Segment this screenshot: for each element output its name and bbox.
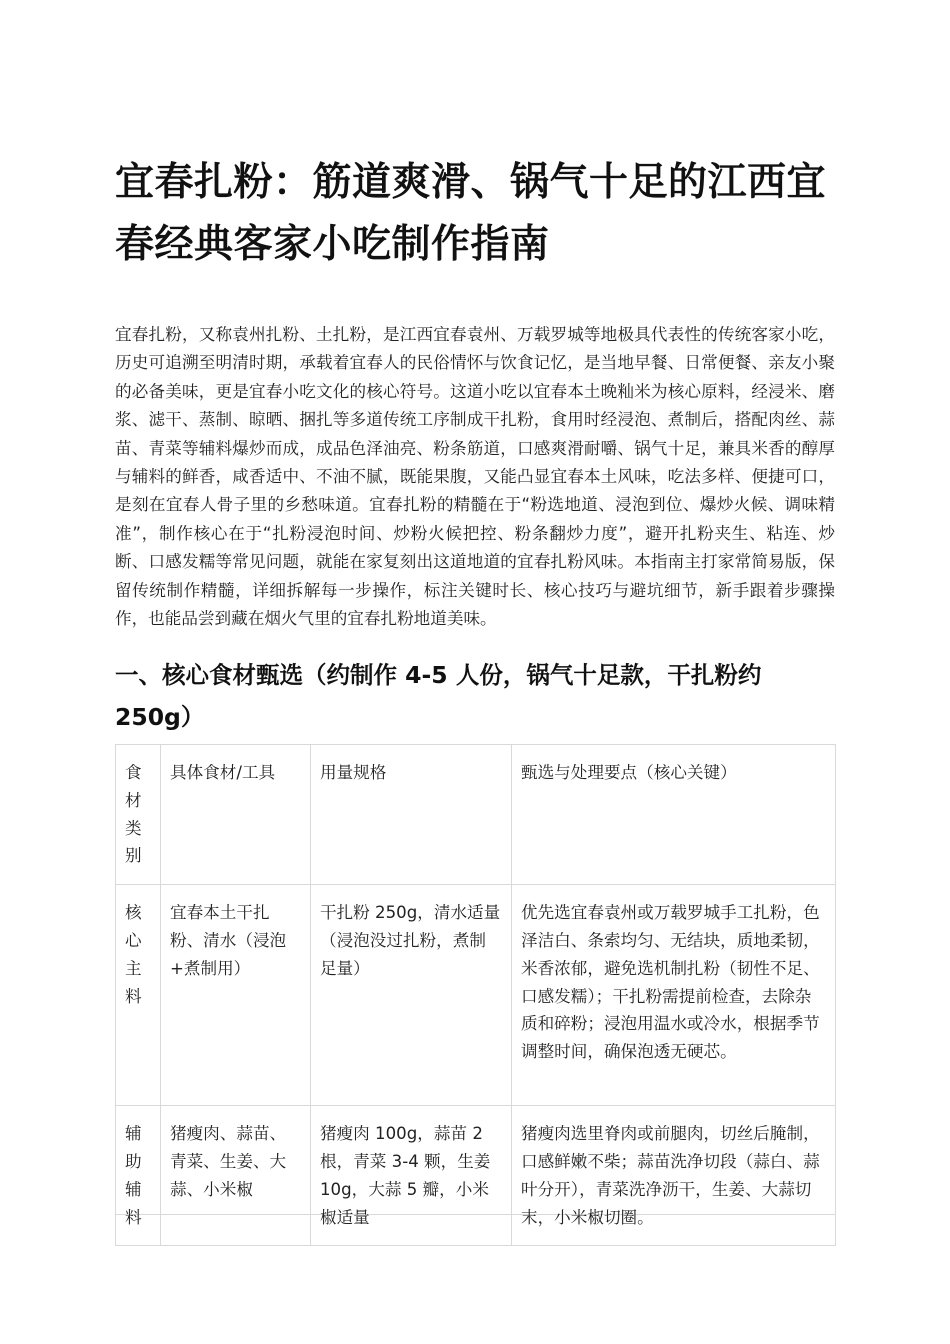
page-title: 宜春扎粉：筋道爽滑、锅气十足的江西宜春经典客家小吃制作指南 (115, 160, 827, 267)
ingredients-table (115, 744, 836, 1246)
table-row (116, 1106, 836, 1246)
table-cell-notes: 猪瘦肉选里脊肉或前腿肉，切丝后腌制，口感鲜嫩不柴；蒜苗洗净切段（蒜白、蒜叶分开），青菜洗净沥干，生姜、大蒜切末，小米椒切圈。 (512, 1106, 836, 1246)
intro-paragraph: 宜春扎粉，又称袁州扎粉、土扎粉，是江西宜春袁州、万载罗城等地极具代表性的传统客家小吃，历史可追溯至明清时期，承载着宜春人的民俗情怀与饮食记忆，是当地早餐、日常便餐、亲友小聚的必备美味，更是宜春小吃文化的核心符号。这道小吃以宜春本土晚籼米为核心原料，经浸米、磨浆、滤干、蒸制、晾晒、捆扎等多道传统工序制成干扎粉，食用时经浸泡、煮制后，搭配肉丝、蒜苗、青菜等辅料爆炒而成，成品色泽油亮、粉条筋道，口感爽滑耐嚼、锅气十足，兼具米香的醇厚与辅料的鲜香，咸香适中、不油不腻，既能果腹，又能凸显宜春本土风味，吃法多样、便捷可口，是刻在宜春人骨子里的乡愁味道。宜春扎粉的精髓在于“粉选地道、浸泡到位、爆炒火候、调味精准”，制作核心在于“扎粉浸泡时间、炒粉火候把控、粉条翻炒力度”，避开扎粉夹生、粘连、炒断、口感发糯等常见问题，就能在家复刻出这道地道的宜春扎粉风味。本指南主打家常简易版，保留传统制作精髓，详细拆解每一步操作，标注关键时长、核心技巧与避坑细节，新手跟着步骤操作，也能品尝到藏在烟火气里的宜春扎粉地道美味。 (115, 325, 835, 629)
table-cell-amount: 猪瘦肉 100g，蒜苗 2 根，青菜 3-4 颗，生姜 10g，大蒜 5 瓣，小米椒适量 (311, 1106, 512, 1246)
table-header-cell: 具体食材/工具 (161, 745, 311, 885)
table-cell-amount: 干扎粉 250g，清水适量（浸泡没过扎粉，煮制足量） (311, 885, 512, 1106)
section-heading-ingredients: 一、核心食材甄选（约制作 4-5 人份，锅气十足款，干扎粉约 250g） (115, 661, 762, 731)
ingredients-table-container (115, 744, 835, 1227)
table-cell-notes: 优先选宜春袁州或万载罗城手工扎粉，色泽洁白、条索均匀、无结块，质地柔韧，米香浓郁，避免选机制扎粉（韧性不足、口感发糯）；干扎粉需提前检查，去除杂质和碎粉；浸泡用温水或冷水，根据季节调整时间，确保泡透无硬芯。 (512, 885, 836, 1106)
table-header-cell: 用量规格 (311, 745, 512, 885)
table-header-row (116, 745, 836, 885)
table-cell-item: 宜春本土干扎粉、清水（浸泡+煮制用） (161, 885, 311, 1106)
table-header-cell: 甄选与处理要点（核心关键） (512, 745, 836, 885)
table-cell-item: 猪瘦肉、蒜苗、青菜、生姜、大蒜、小米椒 (161, 1106, 311, 1246)
table-row (116, 885, 836, 1106)
table-header-cell: 食材类别 (116, 745, 161, 885)
table-cell-category: 辅助辅料 (116, 1106, 161, 1246)
table-cell-category: 核心主料 (116, 885, 161, 1106)
